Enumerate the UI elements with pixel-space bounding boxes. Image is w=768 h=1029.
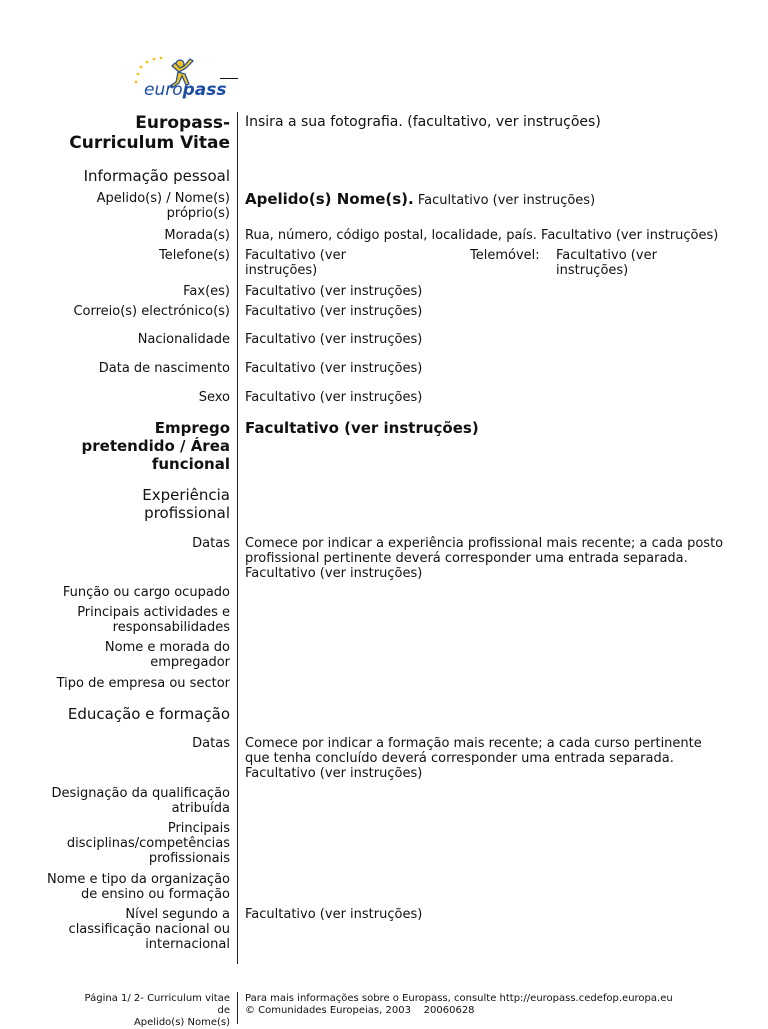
desired-employment-label: Emprego pretendido / Área funcional: [81, 419, 230, 473]
phone-label: Telefone(s): [158, 248, 230, 263]
name-label: Apelido(s) / Nome(s) próprio(s): [96, 191, 230, 221]
fax-label: Fax(es): [183, 284, 230, 299]
desired-employment-value[interactable]: Facultativo (ver instruções): [245, 419, 479, 437]
footer-info-line2: © Comunidades Europeias, 2003 20060628: [245, 1005, 475, 1016]
sex-label: Sexo: [198, 390, 230, 405]
phone-value[interactable]: Facultativo (ver instruções): [245, 248, 346, 278]
level-value[interactable]: Facultativo (ver instruções): [245, 907, 423, 922]
education-dates-value[interactable]: Comece por indicar a formação mais recente; a cada curso pertinente que tenha concluído deverá corresponder uma entrada separada. Facultativo (ver instruções): [245, 736, 702, 781]
footer-page-line3: Apelido(s) Nome(s): [133, 1017, 230, 1028]
footer-europass-info: [245, 993, 673, 1017]
mobile-value[interactable]: Facultativo (ver instruções): [556, 248, 657, 278]
birth-date-value[interactable]: Facultativo (ver instruções): [245, 361, 423, 376]
education-section-title: Educação e formação: [67, 705, 230, 723]
footer-page-line2: de: [217, 1005, 230, 1016]
address-value[interactable]: Rua, número, código postal, localidade, país. Facultativo (ver instruções): [245, 228, 719, 243]
footer-divider: [237, 992, 238, 1024]
address-label: Morada(s): [164, 228, 230, 243]
experience-dates-label: Datas: [192, 536, 230, 551]
qualification-label: Designação da qualificação atribuída: [51, 786, 230, 816]
level-label: Nível segundo a classificação nacional ou internacional: [68, 907, 230, 952]
column-divider: [237, 112, 238, 964]
experience-dates-value[interactable]: Comece por indicar a experiência profissional mais recente; a cada posto profissional pertinente deverá corresponder uma entrada separada. Facultativo (ver instruções): [245, 536, 724, 581]
photo-note[interactable]: Insira a sua fotografia. (facultativo, ver instruções): [245, 114, 601, 130]
nationality-label: Nacionalidade: [137, 332, 230, 347]
footer-info-line1: Para mais informações sobre o Europass, consulte http://europass.cedefop.europa.eu: [245, 993, 673, 1004]
sector-label: Tipo de empresa ou sector: [56, 676, 230, 691]
europass-wordmark: [144, 80, 227, 100]
email-label: Correio(s) electrónico(s): [73, 304, 230, 319]
mobile-label: Telemóvel:: [470, 248, 540, 263]
cv-title-line2: Curriculum Vitae: [69, 133, 230, 153]
subjects-label: Principais disciplinas/competências profissionais: [66, 821, 230, 866]
experience-section-title: Experiência profissional: [142, 486, 230, 522]
logo-pass-text: pass: [182, 80, 227, 100]
logo-euro-text: euro: [144, 80, 183, 100]
birth-date-label: Data de nascimento: [98, 361, 230, 376]
name-note: Facultativo (ver instruções): [417, 193, 596, 208]
organisation-label: Nome e tipo da organização de ensino ou formação: [47, 872, 230, 902]
education-dates-label: Datas: [192, 736, 230, 751]
logo-rule: [220, 78, 238, 79]
footer-page-line1: Página 1/ 2- Curriculum vitae: [84, 993, 230, 1004]
employer-label: Nome e morada do empregador: [104, 640, 230, 670]
name-value: Apelido(s) Nome(s).: [245, 190, 414, 208]
personal-section-title: Informação pessoal: [83, 167, 230, 185]
nationality-value[interactable]: Facultativo (ver instruções): [245, 332, 423, 347]
cv-title: [69, 113, 230, 153]
name-field[interactable]: [245, 192, 595, 208]
cv-title-line1: Europass-: [135, 113, 230, 133]
sex-value[interactable]: Facultativo (ver instruções): [245, 390, 423, 405]
fax-value[interactable]: Facultativo (ver instruções): [245, 284, 423, 299]
role-label: Função ou cargo ocupado: [62, 585, 230, 600]
activities-label: Principais actividades e responsabilidades: [77, 605, 230, 635]
email-value[interactable]: Facultativo (ver instruções): [245, 304, 423, 319]
